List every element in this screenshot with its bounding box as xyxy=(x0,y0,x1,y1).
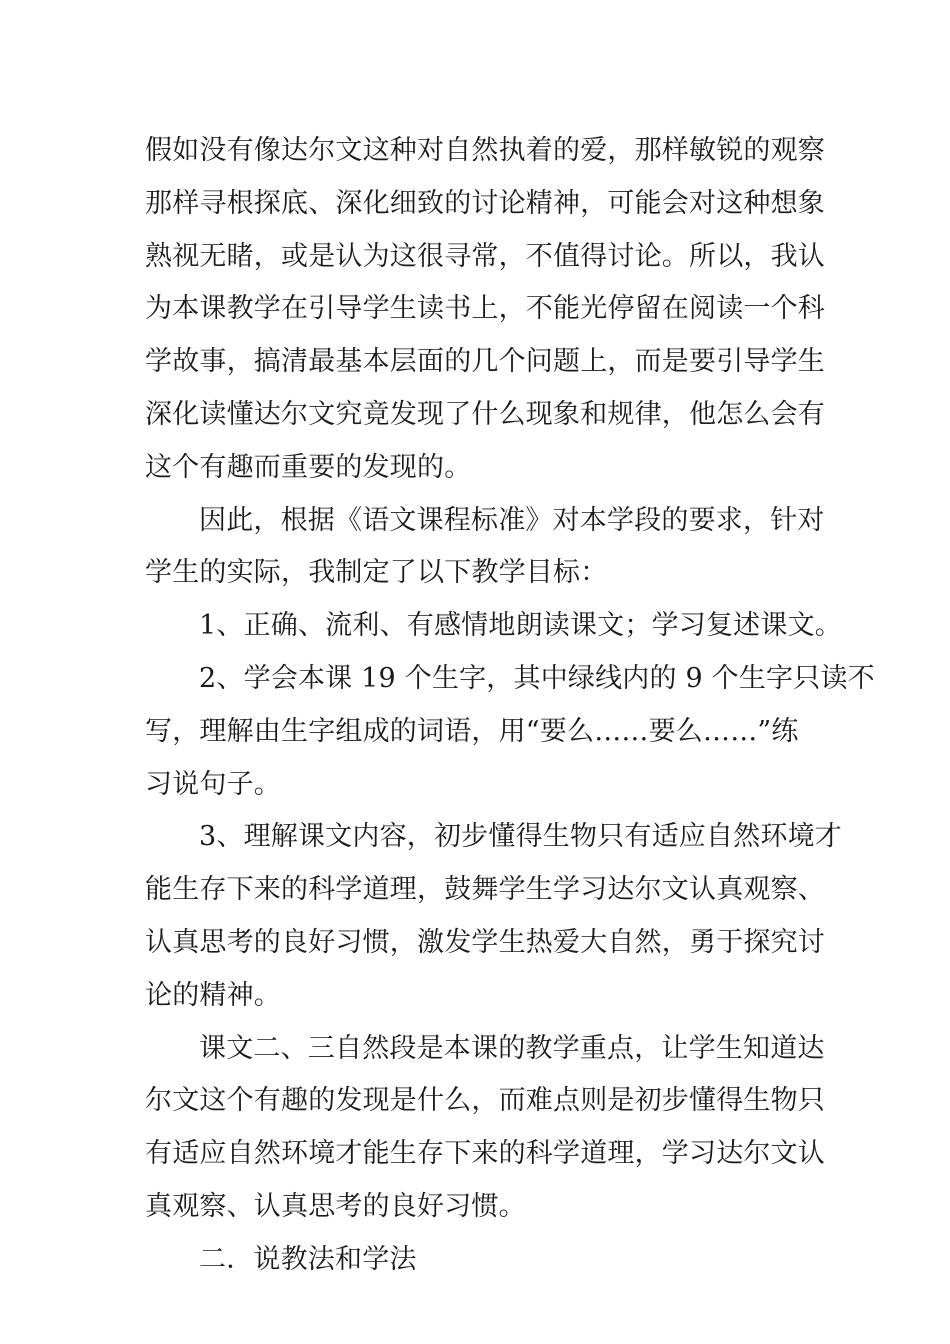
text-line: 有适应自然环境才能生存下来的科学道理，学习达尔文认 xyxy=(145,1138,825,1169)
text-line: 2、学会本课 19 个生字，其中绿线内的 9 个生字只读不 xyxy=(199,663,875,694)
text-line: 学故事，搞清最基本层面的几个问题上，而是要引导学生 xyxy=(145,346,825,377)
text-line: 假如没有像达尔文这种对自然执着的爱，那样敏锐的观察 xyxy=(145,135,825,166)
text-line: 课文二、三自然段是本课的教学重点，让学生知道达 xyxy=(199,1033,825,1064)
text-line: 认真思考的良好习惯，激发学生热爱大自然，勇于探究讨 xyxy=(145,927,825,958)
text-line: 深化读懂达尔文究竟发现了什么现象和规律，他怎么会有 xyxy=(145,399,825,430)
text-line: 真观察、认真思考的良好习惯。 xyxy=(145,1191,526,1222)
text-line: 为本课教学在引导学生读书上，不能光停留在阅读一个科 xyxy=(145,293,825,324)
text-line: 因此，根据《语文课程标准》对本学段的要求，针对 xyxy=(199,505,825,536)
text-line: 能生存下来的科学道理，鼓舞学生学习达尔文认真观察、 xyxy=(145,874,825,905)
text-line: 熟视无睹，或是认为这很寻常，不值得讨论。所以，我认 xyxy=(145,241,825,272)
text-line: 这个有趣而重要的发现的。 xyxy=(145,452,472,483)
text-line: 写，理解由生字组成的词语，用“要么……要么……”练 xyxy=(145,716,799,747)
text-line: 习说句子。 xyxy=(145,769,281,800)
text-line: 那样寻根探底、深化细致的讨论精神，可能会对这种想象 xyxy=(145,188,825,219)
text-line: 1、正确、流利、有感情地朗读课文；学习复述课文。 xyxy=(199,610,842,641)
section-heading: 二．说教法和学法 xyxy=(199,1244,417,1275)
text-line: 学生的实际，我制定了以下教学目标： xyxy=(145,557,608,588)
text-line: 3、理解课文内容，初步懂得生物只有适应自然环境才 xyxy=(199,821,842,852)
text-line: 论的精神。 xyxy=(145,980,281,1011)
text-line: 尔文这个有趣的发现是什么，而难点则是初步懂得生物只 xyxy=(145,1085,825,1116)
